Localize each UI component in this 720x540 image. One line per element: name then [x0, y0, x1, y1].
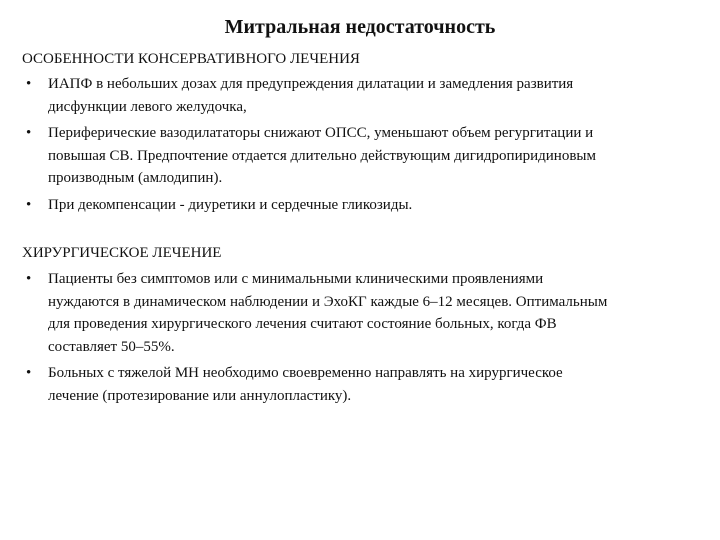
bullet-icon: • [26, 196, 32, 213]
list-item [0, 362, 720, 407]
bullet-icon: • [26, 125, 32, 141]
list-item-text: ИАПФ в небольших дозах для предупреждения дилатации и замедления развития дисфункции левого желудочка, [48, 76, 574, 115]
list-item [0, 268, 720, 358]
conservative-heading: ОСОБЕННОСТИ КОНСЕРВАТИВНОГО ЛЕЧЕНИЯ [22, 51, 360, 67]
bullet-icon: • [26, 76, 32, 92]
bullet-icon: • [26, 365, 32, 381]
list-item-text: При декомпенсации - диуретики и сердечные гликозиды. [48, 196, 413, 213]
list-item [0, 73, 715, 118]
list-item [0, 122, 715, 190]
list-item-text: Пациенты без симптомов или с минимальными клиническими проявлениями нуждаются в динамическом наблюдении и ЭхоКГ каждые 6–12 месяцев. Оптимальным для проведения хирургического лечения считают состояние больных, когда ФВ составляет 50–55%. [48, 271, 608, 355]
bullet-icon: • [26, 271, 32, 287]
surgical-list [0, 268, 720, 407]
slide-title: Митральная недостаточность [224, 16, 496, 38]
list-item-text: Больных с тяжелой МН необходимо своевременно направлять на хирургическое лечение (протезирование или аннулопластику). [48, 365, 563, 404]
list-item [0, 194, 715, 217]
conservative-list [0, 73, 715, 216]
surgical-heading: ХИРУРГИЧЕСКОЕ ЛЕЧЕНИЕ [22, 245, 222, 261]
list-item-text: Периферические вазодилататоры снижают ОПСС, уменьшают объем регургитации и повышая СВ. Предпочтение отдается длительно действующим дигидропиридиновым производным (амлодипин). [48, 125, 596, 186]
